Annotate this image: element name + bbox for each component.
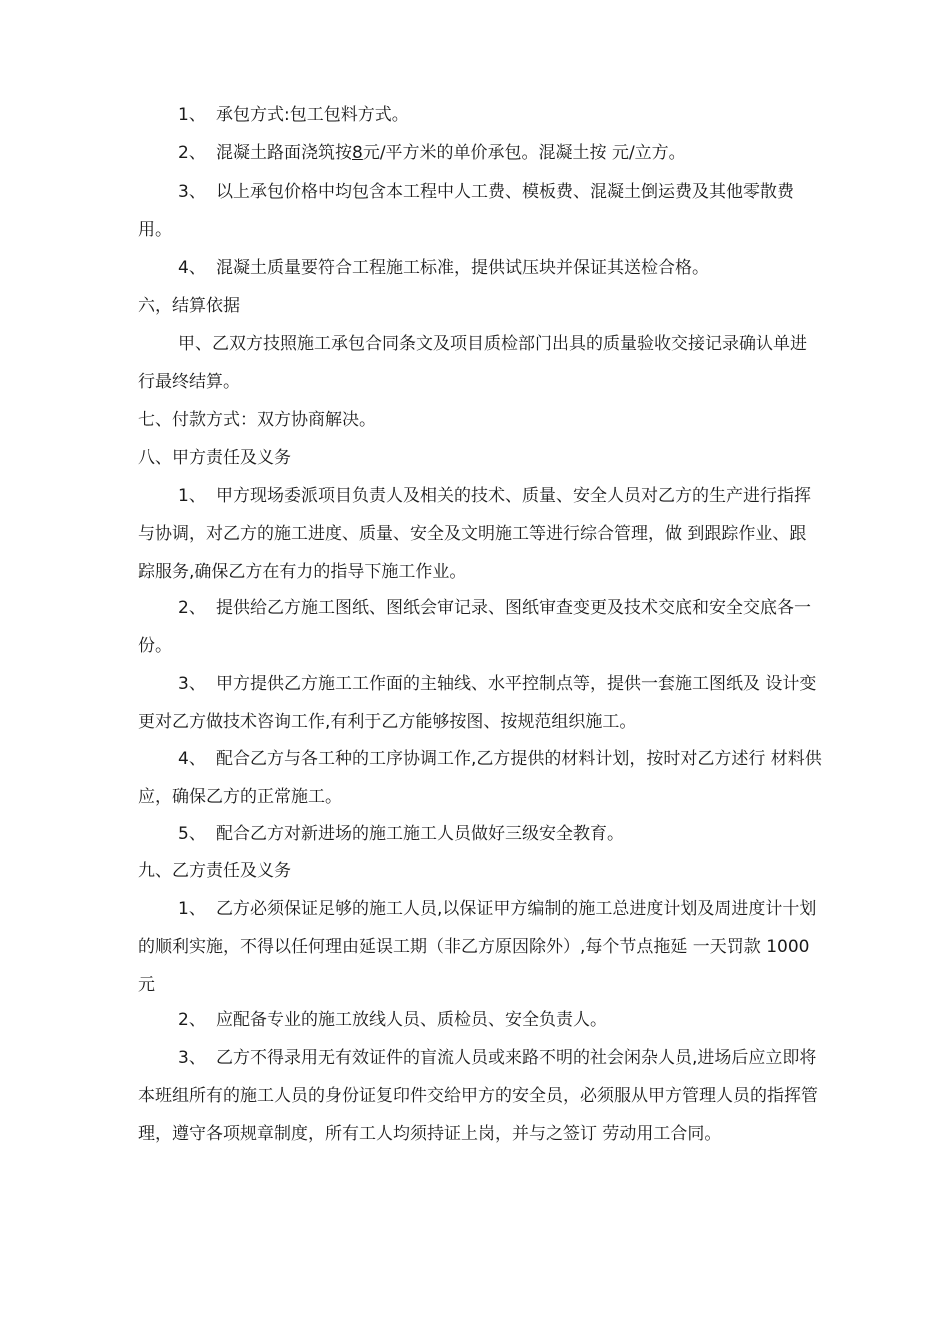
s8-item-1: 1、 甲方现场委派项目负责人及相关的技术、质量、安全人员对乙方的生产进行指挥与协调，对乙方的施工进度、质量、安全及文明施工等进行综合管理，做 到跟踪作业、跟踪服务,确保乙方在有力的指导下施工作业。 (138, 486, 811, 582)
section-heading-payment: 七、付款方式：双方协商解决。 (138, 410, 376, 430)
s5-item-3: 3、 以上承包价格中均包含本工程中人工费、模板费、混凝土倒运费及其他零散费用。 (138, 182, 794, 240)
section-heading-party-b: 九、乙方责任及义务 (138, 861, 291, 881)
s8-item-3: 3、 甲方提供乙方施工工作面的主轴线、水平控制点等，提供一套施工图纸及 设计变更对乙方做技术咨询工作,有利于乙方能够按图、按规范组织施工。 (138, 674, 817, 732)
s5-item-2: 2、 混凝土路面浇筑按8元/平方米的单价承包。混凝土按 元/立方。 (178, 143, 686, 163)
section-heading-party-a: 八、甲方责任及义务 (138, 448, 291, 468)
s9-item-1: 1、 乙方必须保证足够的施工人员,以保证甲方编制的施工总进度计划及周进度计十划的顺利实施，不得以任何理由延误工期（非乙方原因除外）,每个节点拖延 一天罚款 1000 元 (138, 899, 817, 995)
s8-item-2: 2、 提供给乙方施工图纸、图纸会审记录、图纸审查变更及技术交底和安全交底各一份。 (138, 598, 811, 656)
section-heading-settlement: 六，结算依据 (138, 296, 240, 316)
s8-item-5: 5、 配合乙方对新进场的施工施工人员做好三级安全教育。 (178, 824, 624, 844)
s8-item-4: 4、 配合乙方与各工种的工序协调工作,乙方提供的材料计划，按时对乙方述行 材料供应，确保乙方的正常施工。 (138, 749, 822, 807)
s5-item-1: 1、 承包方式:包工包料方式。 (178, 105, 409, 125)
s9-item-2: 2、 应配备专业的施工放线人员、质检员、安全负责人。 (178, 1010, 607, 1030)
unit-price: 8 (352, 143, 363, 163)
settlement-body: 甲、乙双方技照施工承包合同条文及项目质检部门出具的质量验收交接记录确认单进行最终结算。 (138, 334, 807, 392)
s9-item-3: 3、 乙方不得录用无有效证件的盲流人员或来路不明的社会闲杂人员,进场后应立即将本班组所有的施工人员的身份证复印件交给甲方的安全员，必须服从甲方管理人员的指挥管理，遵守各项规章制度，所有工人均须持证上岗，并与之签订 劳动用工合同。 (138, 1048, 818, 1144)
s5-item-4: 4、 混凝土质量要符合工程施工标准，提供试压块并保证其送检合格。 (178, 258, 709, 278)
